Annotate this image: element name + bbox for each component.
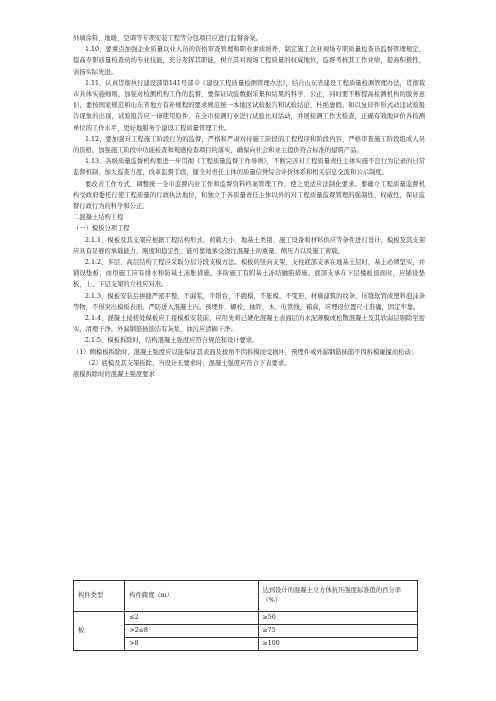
paragraph-2-1-1: 2.1.1、模板及其支架应根据工程结构形式、荷载大小、地基土类别、施工设备和材料供应等条件进行设计。模板及其支架应具有足够的承载能力、刚度和稳定性，能可靠地承受浇注混凝土的重量、侧压力以及施工荷载。 bbox=[73, 236, 425, 255]
paragraph-1-13: 1.13、各级质量监督机构要进一步贯彻《工程质量监督工作导则》，不断完善对工程质量责任主体实施不良行为记录的日常监督机制，加大巡查力度，改革监督手段，健全对责任主体的质量信誉综合评价体系和相关信息交流和公示制度。 bbox=[73, 158, 425, 177]
table-header-cell: 达到设计的混凝土立方体抗压强度标准值的百分率（%） bbox=[258, 581, 418, 612]
table-cell: ≥100 bbox=[258, 638, 418, 651]
paragraph-1-12: 1.12、要加强对工程施工阶段行为的监督，严格和严肃对待施工阶段的工程程序和阶段内容，严格审查施工阶段组成人员的资格，加强施工阶段中功能检查和观感检查项目的落实，确保向社会和业主提供符合标准的建筑产品。 bbox=[73, 135, 425, 155]
table-cell: ≥50 bbox=[258, 612, 418, 625]
table-group-cell: 板 bbox=[74, 612, 125, 651]
paragraph-2-1-4: 2.1.4、混凝土接槎处模板应工接模板安装前，应用先将已硬化混凝土表面层的水泥薄膜或松散混凝土及其软弱层剔除至密实，清理干净。外漏钢筋插筋洁有灰浆，油污应清刷干净。 bbox=[73, 315, 425, 334]
table-cell: >2≤8 bbox=[125, 625, 258, 638]
subsection-title: （一）模板分项工程 bbox=[73, 225, 130, 233]
table-cell: ≥75 bbox=[258, 625, 418, 638]
table-cell: >8 bbox=[125, 638, 258, 651]
section-title: 二混凝土结构工程 bbox=[73, 214, 124, 222]
paragraph-1-11: 1.11、认真贯彻执行建设部第141号部令《建设工程质量检测管理办法》，结合山东省建设工程质量检测管理办法，贯彻裁市具体实施细则，加强对检测机构工作的监督，要保证试验数据采集和结果的科学、公正，同时要不断提高检测机构的服务意识，要按国家规范和山东省地方有补规程的要求规范统一本地区试验报告和试验结论，杜绝虚假、和以复印件形式动违试验报告现象的出现，试验报告应一律使用原件，在全市检测行业进行试验比对活动，并展检测工作大检查，正确有效地评价各检测单位的工作水平，更好地服务于建设工程质量管理工作。 bbox=[73, 79, 425, 132]
table-row bbox=[74, 612, 418, 625]
table-header-cell: 构件类型 bbox=[74, 581, 125, 612]
table-header-cell: 构件跨度（m） bbox=[125, 581, 258, 612]
table-caption: 底模拆除时的混凝土强度要求 bbox=[73, 371, 155, 379]
table-row bbox=[74, 638, 418, 651]
document-body bbox=[73, 33, 425, 380]
paragraph-intro: 外墙涂料、地暖、空调等专项安装工程等分包项目应进行监督备案。 bbox=[73, 35, 262, 42]
paragraph-1-10: 1.10、要重点加强企业质量以业人员的资格审查管理和职业素质培养，制定施工企业现场专职质量检查员监督管理规定，提高专职质量检查员的专业技能，充分发挥其职能，树立其对现场工程质量的权威地位，监督考核其工作业绩，提高积极性，表扬实际先进。 bbox=[73, 46, 425, 76]
strength-table bbox=[73, 580, 418, 651]
paragraph-2-1-2: 2.1.2、多层、高层结构工程应采取分层分段支模方法。模板的竖向支架、支柱底部支承在地基土层时，基土必须坚实，并铺设垫板；而用施工应有排水和防基土冻胀措施。多阶施工有附基土冻结融陷措施。底部支承在下层楼板顶面时，应铺设垫板，上、下层支架的立柱应对准。 bbox=[73, 259, 425, 289]
paragraph-work-method: 要改善工作方式，调整统一全市监督内业工作和监督资料档案管理工作，使之更适应法制化要求。要确立工程质量监督机构受政府委托行使工程质量的行政执法地位，和独立于各质量责任主体以外的对工程质量监督管理的强制性、权威性，保证监督行政行为的科学和公正。 bbox=[73, 180, 425, 211]
paragraph-bottom-form: （2）底模及其支架拆除，当设计无要求时，混凝土强度应符合下表要求。 bbox=[85, 359, 291, 367]
table-row bbox=[74, 625, 418, 638]
table-header-row bbox=[74, 581, 418, 612]
table-cell: ≤2 bbox=[125, 612, 258, 625]
paragraph-2-1-5: 2.1.5、模板拆除时，结构混凝土强度应符合规范和设计要求。 bbox=[85, 337, 259, 345]
paragraph-2-1-3: 2.1.3、模板安装后拼缝严密平整，不漏浆，不错台，不跑模，不胀模，不变形，材墙建筑的纹条、压缝软管或塑料泡沫条等物，不得突出模板表面，严防进入混凝土内。预埋件、螺栓，抽铁、木、电管线，箱盒，应埋设位置尺寸准确，固定牢靠。 bbox=[73, 292, 425, 311]
paragraph-side-form: （1）侧模板拆除时，混凝土强度应以能保证其表面及棱角不因拆模而受损坏，预埋件或外漏钢筋插筋不因拆模碰撞而松动； bbox=[73, 348, 418, 356]
